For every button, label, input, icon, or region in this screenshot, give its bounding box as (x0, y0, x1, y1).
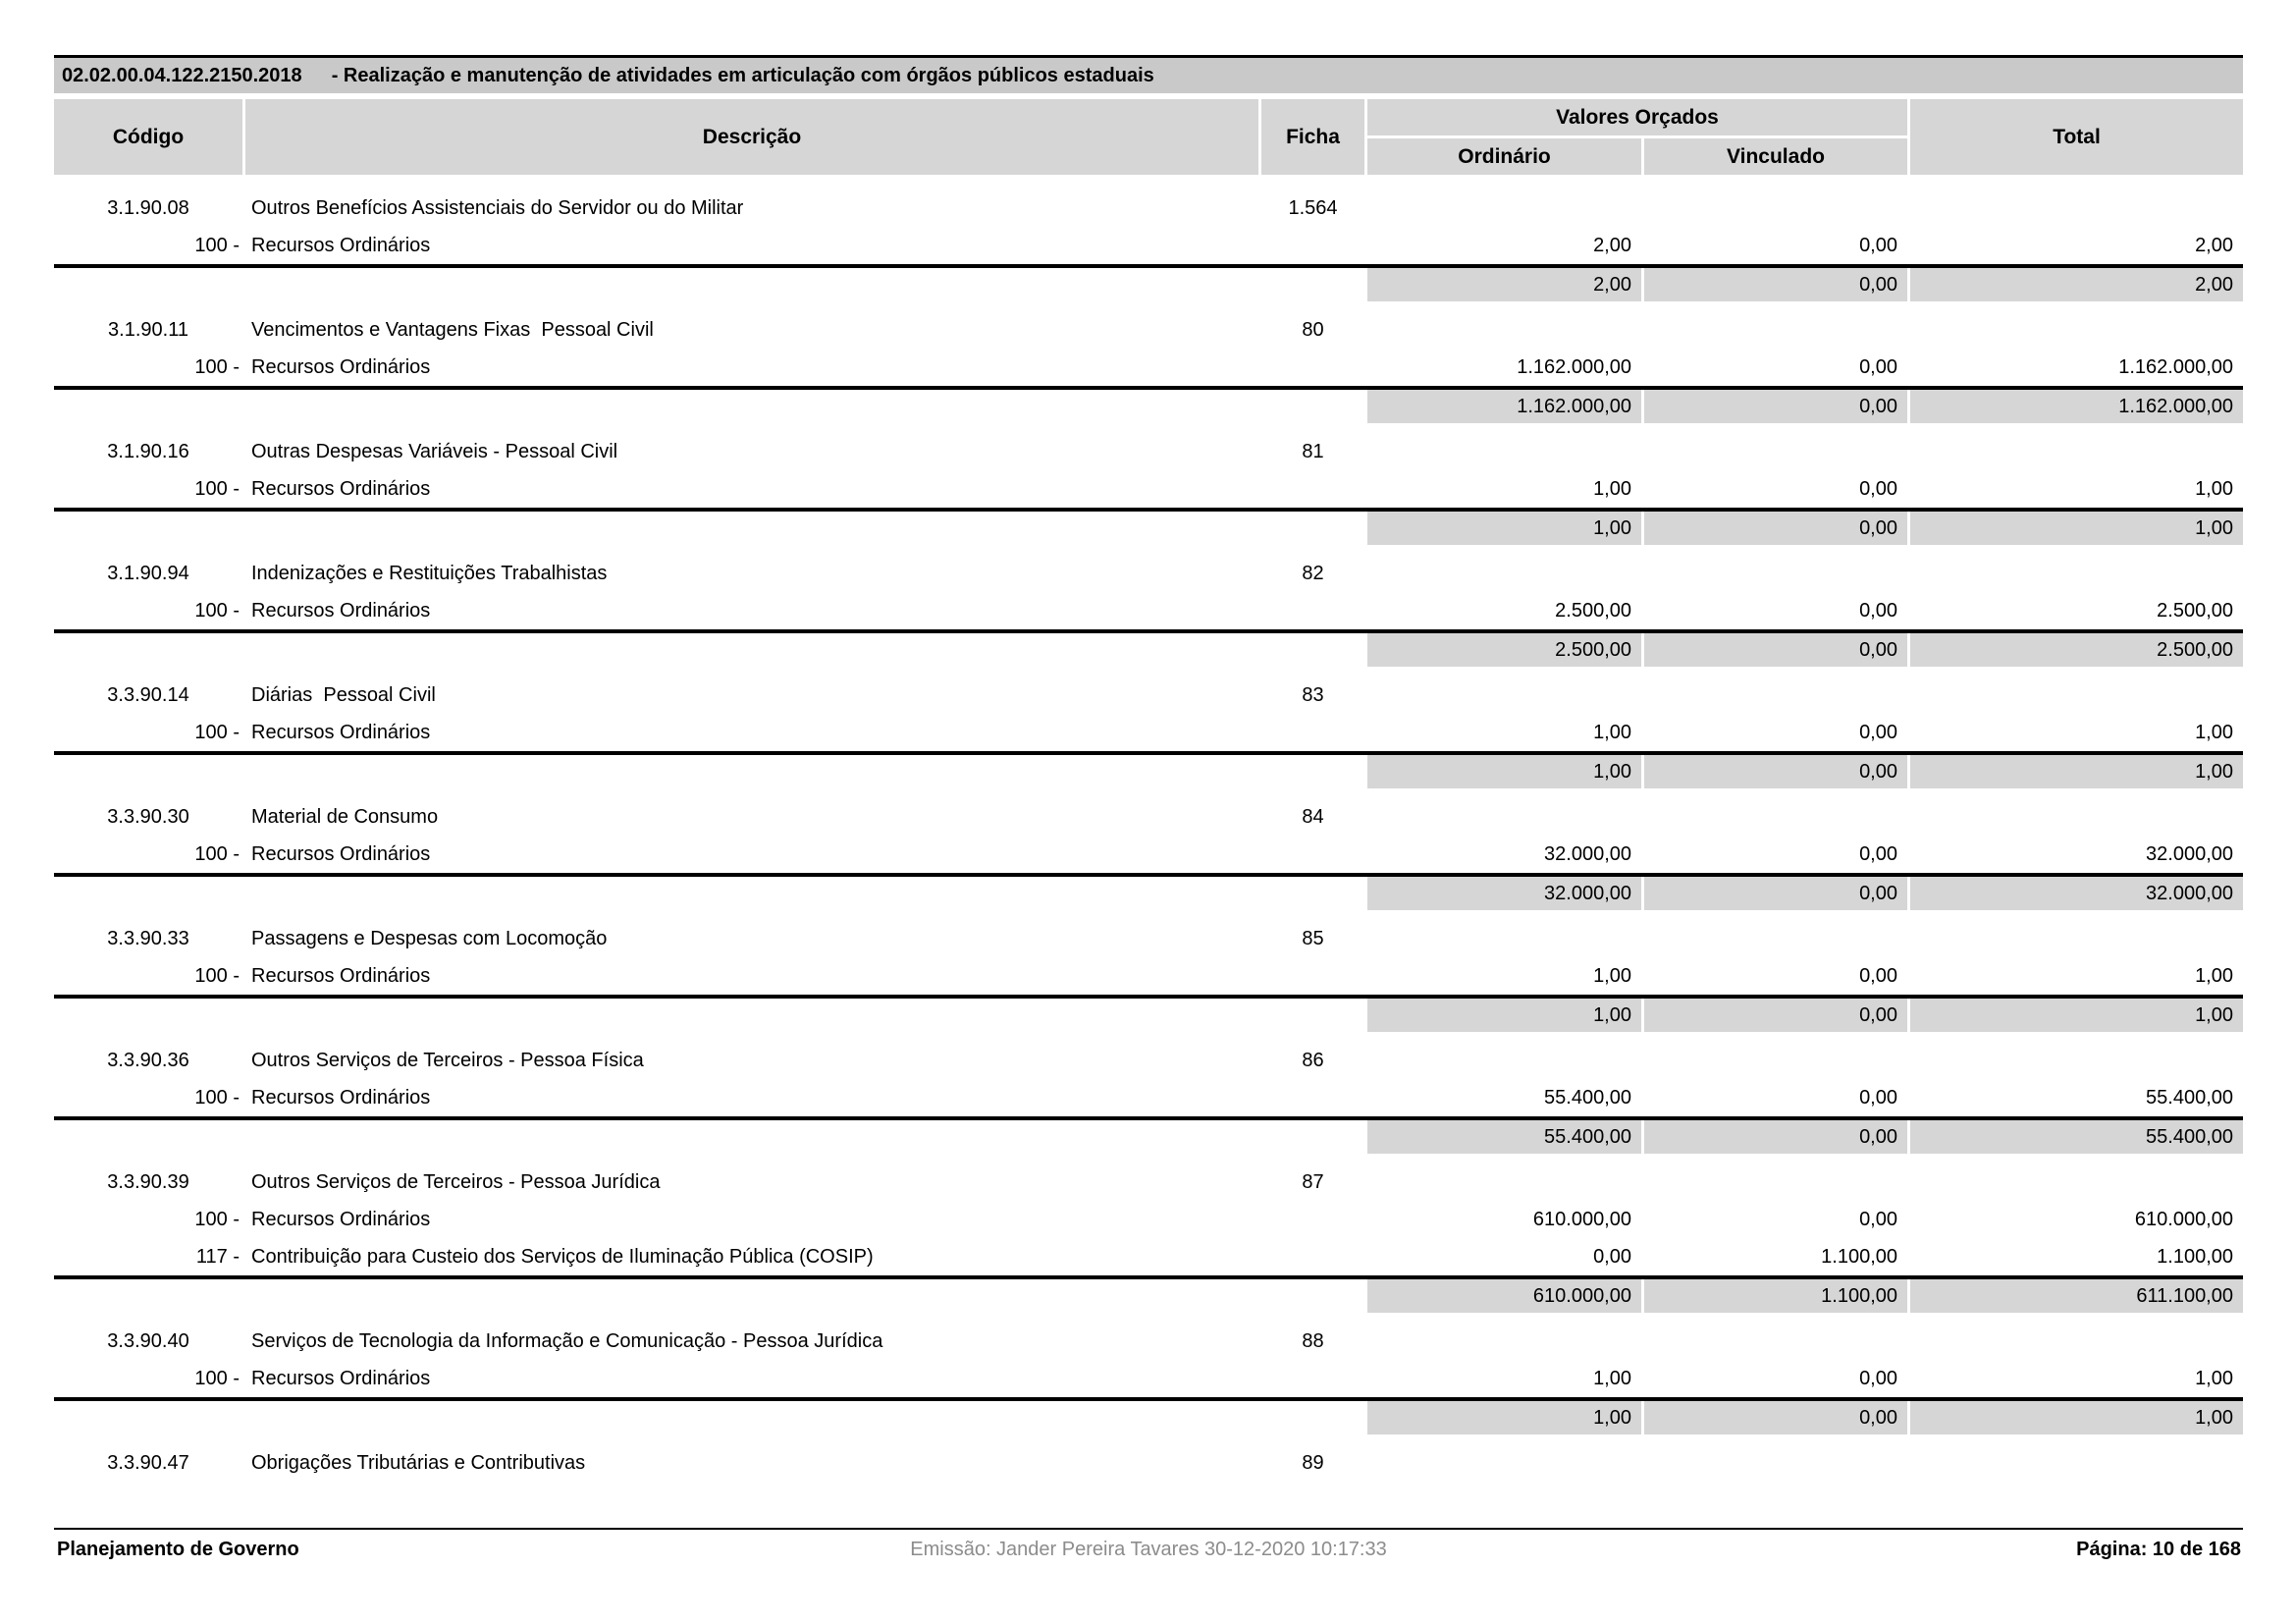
resource-row (54, 1079, 2243, 1116)
expense-group (54, 1444, 2243, 1482)
expense-code: 3.1.90.11 (108, 319, 188, 341)
expense-group (54, 1323, 2243, 1444)
ficha-value: 1.564 (1288, 197, 1338, 219)
ordinario-value: 2,00 (1593, 235, 1631, 256)
ordinario-value: 0,00 (1593, 1246, 1631, 1268)
column-header-codigo: Código (54, 99, 242, 175)
resource-row (54, 1238, 2243, 1275)
footer-emission-info: Emissão: Jander Pereira Tavares 30-12-2020 10:17:33 (910, 1538, 1387, 1560)
subtotal-vinculado: 0,00 (1644, 633, 1907, 667)
report-content (54, 55, 2243, 1482)
total-value: 1,00 (2195, 965, 2233, 987)
expense-group (54, 311, 2243, 433)
ordinario-value: 2.500,00 (1555, 600, 1631, 622)
ficha-value: 82 (1302, 563, 1324, 584)
vinculado-value: 0,00 (1859, 356, 1897, 378)
page-footer (54, 1528, 2243, 1569)
resource-source-code: 100 - (194, 965, 240, 987)
expense-group (54, 676, 2243, 798)
ordinario-value: 610.000,00 (1532, 1209, 1631, 1230)
group-gap (54, 1434, 2243, 1444)
footer-system-name: Planejamento de Governo (57, 1538, 299, 1560)
ordinario-value: 1.162.000,00 (1517, 356, 1631, 378)
subtotal-vinculado: 0,00 (1644, 999, 1907, 1032)
subtotal-vinculado: 0,00 (1644, 268, 1907, 301)
resource-row (54, 836, 2243, 873)
total-value: 610.000,00 (2134, 1209, 2233, 1230)
expense-code-row (54, 1444, 2243, 1482)
expense-code-row (54, 676, 2243, 714)
expense-description: Vencimentos e Vantagens Fixas Pessoal Civil (251, 319, 654, 341)
vinculado-value: 0,00 (1859, 1087, 1897, 1109)
ficha-value: 85 (1302, 928, 1324, 949)
total-value: 1.100,00 (2157, 1246, 2233, 1268)
subtotal-total: 1.162.000,00 (1910, 390, 2243, 423)
resource-source-name: Recursos Ordinários (251, 356, 431, 378)
ficha-value: 86 (1302, 1050, 1324, 1071)
resource-source-code: 100 - (194, 1368, 240, 1389)
resource-source-code: 100 - (194, 600, 240, 622)
resource-row (54, 714, 2243, 751)
subtotal-vinculado: 0,00 (1644, 390, 1907, 423)
expense-group (54, 920, 2243, 1042)
subtotal-vinculado: 1.100,00 (1644, 1279, 1907, 1313)
subtotal-row (54, 512, 2243, 545)
resource-source-name: Recursos Ordinários (251, 235, 431, 256)
expense-code: 3.3.90.47 (107, 1452, 189, 1474)
ficha-value: 83 (1302, 684, 1324, 706)
subtotal-ordinario: 1,00 (1367, 999, 1641, 1032)
subtotal-ordinario: 1,00 (1367, 512, 1641, 545)
expense-group (54, 798, 2243, 920)
expense-code: 3.1.90.08 (107, 197, 189, 219)
group-gap (54, 545, 2243, 555)
resource-source-code: 100 - (194, 843, 240, 865)
expense-description: Serviços de Tecnologia da Informação e Comunicação - Pessoa Jurídica (251, 1330, 883, 1352)
subtotal-row (54, 390, 2243, 423)
column-header-vinculado: Vinculado (1644, 138, 1907, 175)
table-body (54, 189, 2243, 1482)
resource-source-code: 100 - (194, 1087, 240, 1109)
expense-code: 3.1.90.94 (107, 563, 189, 584)
resource-source-name: Recursos Ordinários (251, 1087, 431, 1109)
expense-code-row (54, 1163, 2243, 1201)
vinculado-value: 0,00 (1859, 235, 1897, 256)
expense-code-row (54, 798, 2243, 836)
resource-row (54, 1360, 2243, 1397)
total-value: 55.400,00 (2146, 1087, 2233, 1109)
expense-code: 3.3.90.40 (107, 1330, 189, 1352)
expense-code: 3.3.90.33 (107, 928, 189, 949)
expense-description: Outros Benefícios Assistenciais do Servidor ou do Militar (251, 197, 744, 219)
resource-row (54, 1201, 2243, 1238)
subtotal-row (54, 633, 2243, 667)
total-value: 2.500,00 (2157, 600, 2233, 622)
expense-group (54, 189, 2243, 311)
subtotal-vinculado: 0,00 (1644, 512, 1907, 545)
expense-code-row (54, 1323, 2243, 1360)
group-gap (54, 1032, 2243, 1042)
expense-description: Diárias Pessoal Civil (251, 684, 436, 706)
expense-code-row (54, 189, 2243, 227)
total-value: 1,00 (2195, 722, 2233, 743)
vinculado-value: 0,00 (1859, 478, 1897, 500)
expense-description: Material de Consumo (251, 806, 439, 828)
resource-source-code: 100 - (194, 1209, 240, 1230)
ficha-value: 80 (1302, 319, 1324, 341)
ficha-value: 84 (1302, 806, 1324, 828)
expense-code: 3.3.90.30 (107, 806, 189, 828)
resource-row (54, 349, 2243, 386)
subtotal-row (54, 268, 2243, 301)
expense-code: 3.3.90.14 (107, 684, 189, 706)
group-gap (54, 788, 2243, 798)
vinculado-value: 0,00 (1859, 600, 1897, 622)
subtotal-ordinario: 2.500,00 (1367, 633, 1641, 667)
spacer (54, 175, 2243, 189)
group-gap (54, 910, 2243, 920)
subtotal-ordinario: 1,00 (1367, 755, 1641, 788)
expense-code: 3.1.90.16 (107, 441, 189, 462)
subtotal-row (54, 1401, 2243, 1434)
total-value: 1.162.000,00 (2118, 356, 2233, 378)
subtotal-vinculado: 0,00 (1644, 877, 1907, 910)
expense-code: 3.3.90.36 (107, 1050, 189, 1071)
subtotal-total: 2,00 (1910, 268, 2243, 301)
expense-description: Obrigações Tributárias e Contributivas (251, 1452, 586, 1474)
resource-source-name: Contribuição para Custeio dos Serviços de Iluminação Pública (COSIP) (251, 1246, 874, 1268)
subtotal-ordinario: 1,00 (1367, 1401, 1641, 1434)
expense-code-row (54, 1042, 2243, 1079)
resource-source-name: Recursos Ordinários (251, 600, 431, 622)
subtotal-row (54, 1279, 2243, 1313)
subtotal-total: 55.400,00 (1910, 1120, 2243, 1154)
subtotal-row (54, 999, 2243, 1032)
column-header-valores-orcados: Valores Orçados (1367, 99, 1907, 135)
column-header-ficha: Ficha (1261, 99, 1364, 175)
expense-description: Passagens e Despesas com Locomoção (251, 928, 608, 949)
subtotal-ordinario: 32.000,00 (1367, 877, 1641, 910)
total-value: 2,00 (2195, 235, 2233, 256)
subtotal-vinculado: 0,00 (1644, 1401, 1907, 1434)
total-value: 1,00 (2195, 1368, 2233, 1389)
column-header-descricao: Descrição (245, 99, 1258, 175)
expense-description: Outros Serviços de Terceiros - Pessoa Jurídica (251, 1171, 661, 1193)
expense-group (54, 433, 2243, 555)
resource-source-name: Recursos Ordinários (251, 1209, 431, 1230)
subtotal-row (54, 1120, 2243, 1154)
expense-code-row (54, 311, 2243, 349)
resource-source-code: 100 - (194, 235, 240, 256)
ordinario-value: 1,00 (1593, 722, 1631, 743)
program-code: 02.02.00.04.122.2150.2018 (62, 64, 302, 86)
group-gap (54, 1313, 2243, 1323)
group-gap (54, 301, 2243, 311)
subtotal-vinculado: 0,00 (1644, 1120, 1907, 1154)
subtotal-total: 1,00 (1910, 512, 2243, 545)
ficha-value: 81 (1302, 441, 1324, 462)
resource-row (54, 957, 2243, 995)
expense-code-row (54, 433, 2243, 470)
expense-description: Outras Despesas Variáveis - Pessoal Civil (251, 441, 618, 462)
expense-code-row (54, 555, 2243, 592)
vinculado-value: 0,00 (1859, 843, 1897, 865)
subtotal-row (54, 755, 2243, 788)
group-gap (54, 423, 2243, 433)
subtotal-ordinario: 1.162.000,00 (1367, 390, 1641, 423)
expense-description: Indenizações e Restituições Trabalhistas (251, 563, 608, 584)
resource-source-name: Recursos Ordinários (251, 722, 431, 743)
subtotal-row (54, 877, 2243, 910)
expense-code-row (54, 920, 2243, 957)
expense-group (54, 1163, 2243, 1323)
ordinario-value: 1,00 (1593, 478, 1631, 500)
ordinario-value: 32.000,00 (1544, 843, 1631, 865)
resource-source-name: Recursos Ordinários (251, 843, 431, 865)
program-header-bar (54, 55, 2243, 93)
program-title: - Realização e manutenção de atividades em articulação com órgãos públicos estaduais (331, 64, 1154, 86)
expense-code: 3.3.90.39 (107, 1171, 189, 1193)
subtotal-ordinario: 2,00 (1367, 268, 1641, 301)
ficha-value: 88 (1302, 1330, 1324, 1352)
total-value: 1,00 (2195, 478, 2233, 500)
resource-row (54, 592, 2243, 629)
subtotal-total: 611.100,00 (1910, 1279, 2243, 1313)
column-header-total: Total (1910, 99, 2243, 175)
subtotal-ordinario: 610.000,00 (1367, 1279, 1641, 1313)
vinculado-value: 1.100,00 (1821, 1246, 1897, 1268)
column-header-ordinario: Ordinário (1367, 138, 1641, 175)
subtotal-total: 32.000,00 (1910, 877, 2243, 910)
subtotal-total: 1,00 (1910, 755, 2243, 788)
ficha-value: 89 (1302, 1452, 1324, 1474)
subtotal-total: 1,00 (1910, 999, 2243, 1032)
subtotal-total: 2.500,00 (1910, 633, 2243, 667)
subtotal-vinculado: 0,00 (1644, 755, 1907, 788)
resource-source-code: 100 - (194, 478, 240, 500)
footer-row (54, 1530, 2243, 1569)
resource-source-name: Recursos Ordinários (251, 478, 431, 500)
resource-source-name: Recursos Ordinários (251, 965, 431, 987)
group-gap (54, 667, 2243, 676)
subtotal-total: 1,00 (1910, 1401, 2243, 1434)
vinculado-value: 0,00 (1859, 965, 1897, 987)
vinculado-value: 0,00 (1859, 1209, 1897, 1230)
resource-row (54, 227, 2243, 264)
vinculado-value: 0,00 (1859, 1368, 1897, 1389)
vinculado-value: 0,00 (1859, 722, 1897, 743)
resource-source-name: Recursos Ordinários (251, 1368, 431, 1389)
expense-group (54, 555, 2243, 676)
resource-row (54, 470, 2243, 508)
resource-source-code: 100 - (194, 722, 240, 743)
total-value: 32.000,00 (2146, 843, 2233, 865)
footer-page-number: Página: 10 de 168 (2076, 1538, 2241, 1560)
group-gap (54, 1154, 2243, 1163)
resource-source-code: 100 - (194, 356, 240, 378)
expense-description: Outros Serviços de Terceiros - Pessoa Física (251, 1050, 644, 1071)
subtotal-ordinario: 55.400,00 (1367, 1120, 1641, 1154)
resource-source-code: 117 - (195, 1246, 240, 1268)
ordinario-value: 1,00 (1593, 965, 1631, 987)
table-column-headers (54, 99, 2243, 175)
ordinario-value: 55.400,00 (1544, 1087, 1631, 1109)
ordinario-value: 1,00 (1593, 1368, 1631, 1389)
ficha-value: 87 (1302, 1171, 1324, 1193)
expense-group (54, 1042, 2243, 1163)
